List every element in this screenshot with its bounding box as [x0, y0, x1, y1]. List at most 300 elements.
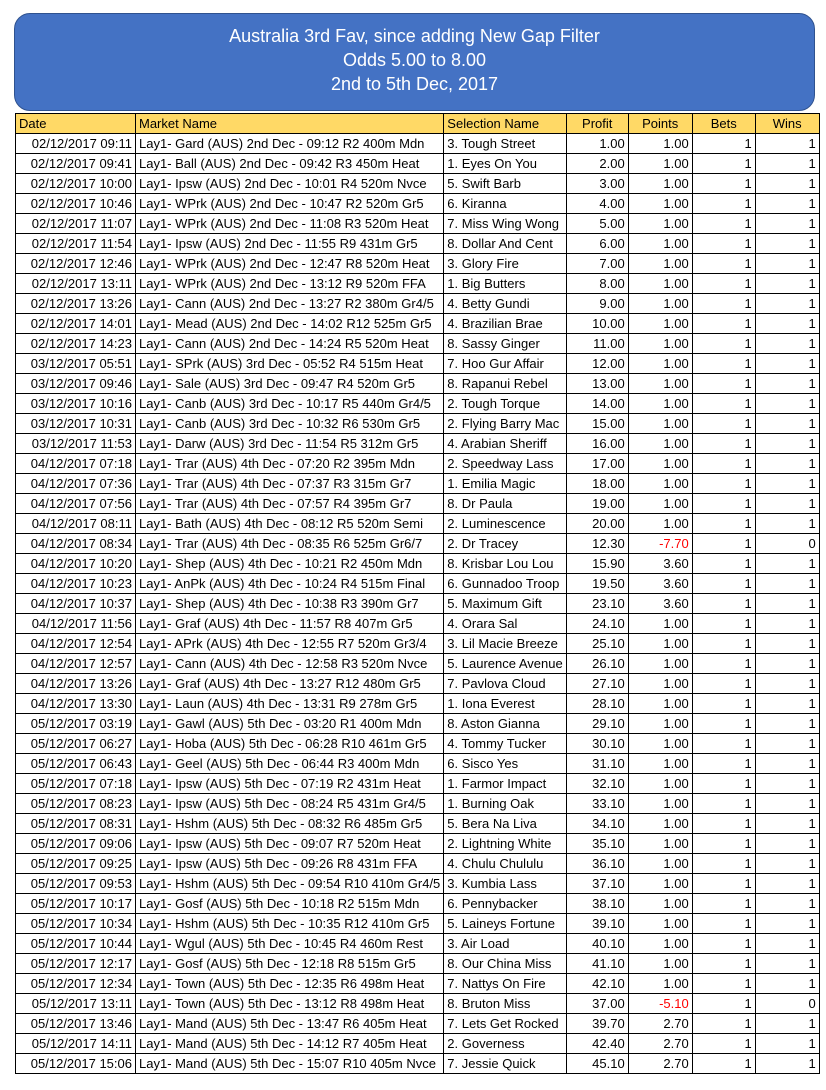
bets-cell: 1 — [692, 454, 755, 474]
wins-cell: 1 — [755, 1014, 819, 1034]
bets-cell: 1 — [692, 1054, 755, 1074]
profit-cell: 28.10 — [566, 694, 628, 714]
column-header-wins: Wins — [755, 114, 819, 134]
date-cell: 05/12/2017 13:11 — [16, 994, 136, 1014]
profit-cell: 9.00 — [566, 294, 628, 314]
table-row — [16, 954, 820, 974]
table-row — [16, 994, 820, 1014]
points-cell: 1.00 — [628, 414, 692, 434]
points-cell: 1.00 — [628, 614, 692, 634]
market-name-cell: Lay1- Sale (AUS) 3rd Dec - 09:47 R4 520m Gr5 — [136, 374, 444, 394]
column-header-selection-name: Selection Name — [444, 114, 566, 134]
profit-cell: 24.10 — [566, 614, 628, 634]
profit-cell: 4.00 — [566, 194, 628, 214]
wins-cell: 1 — [755, 234, 819, 254]
selection-name-cell: 3. Kumbia Lass — [444, 874, 566, 894]
bets-cell: 1 — [692, 334, 755, 354]
profit-cell: 25.10 — [566, 634, 628, 654]
wins-cell: 1 — [755, 834, 819, 854]
wins-cell: 1 — [755, 854, 819, 874]
market-name-cell: Lay1- Ball (AUS) 2nd Dec - 09:42 R3 450m Heat — [136, 154, 444, 174]
bets-cell: 1 — [692, 954, 755, 974]
selection-name-cell: 4. Arabian Sheriff — [444, 434, 566, 454]
market-name-cell: Lay1- WPrk (AUS) 2nd Dec - 12:47 R8 520m Heat — [136, 254, 444, 274]
wins-cell: 1 — [755, 374, 819, 394]
market-name-cell: Lay1- Gard (AUS) 2nd Dec - 09:12 R2 400m Mdn — [136, 134, 444, 154]
table-row — [16, 334, 820, 354]
table-row — [16, 814, 820, 834]
wins-cell: 1 — [755, 674, 819, 694]
points-cell: 1.00 — [628, 154, 692, 174]
selection-name-cell: 1. Burning Oak — [444, 794, 566, 814]
selection-name-cell: 4. Brazilian Brae — [444, 314, 566, 334]
profit-cell: 26.10 — [566, 654, 628, 674]
profit-cell: 12.30 — [566, 534, 628, 554]
table-row — [16, 194, 820, 214]
points-cell: 1.00 — [628, 294, 692, 314]
market-name-cell: Lay1- Laun (AUS) 4th Dec - 13:31 R9 278m Gr5 — [136, 694, 444, 714]
profit-cell: 23.10 — [566, 594, 628, 614]
selection-name-cell: 1. Eyes On You — [444, 154, 566, 174]
market-name-cell: Lay1- SPrk (AUS) 3rd Dec - 05:52 R4 515m Heat — [136, 354, 444, 374]
table-row — [16, 894, 820, 914]
results-table — [15, 113, 820, 1074]
wins-cell: 1 — [755, 754, 819, 774]
points-cell: 2.70 — [628, 1054, 692, 1074]
profit-cell: 40.10 — [566, 934, 628, 954]
date-cell: 05/12/2017 10:44 — [16, 934, 136, 954]
date-cell: 05/12/2017 06:27 — [16, 734, 136, 754]
market-name-cell: Lay1- Trar (AUS) 4th Dec - 07:57 R4 395m Gr7 — [136, 494, 444, 514]
table-row — [16, 414, 820, 434]
date-cell: 04/12/2017 10:20 — [16, 554, 136, 574]
date-cell: 04/12/2017 13:26 — [16, 674, 136, 694]
market-name-cell: Lay1- Graf (AUS) 4th Dec - 11:57 R8 407m Gr5 — [136, 614, 444, 634]
column-header-market-name: Market Name — [136, 114, 444, 134]
bets-cell: 1 — [692, 674, 755, 694]
table-row — [16, 254, 820, 274]
date-cell: 02/12/2017 10:00 — [16, 174, 136, 194]
profit-cell: 6.00 — [566, 234, 628, 254]
table-row — [16, 1014, 820, 1034]
date-cell: 02/12/2017 13:26 — [16, 294, 136, 314]
market-name-cell: Lay1- WPrk (AUS) 2nd Dec - 13:12 R9 520m FFA — [136, 274, 444, 294]
date-cell: 05/12/2017 09:53 — [16, 874, 136, 894]
market-name-cell: Lay1- Ipsw (AUS) 2nd Dec - 11:55 R9 431m Gr5 — [136, 234, 444, 254]
title-line-3: 2nd to 5th Dec, 2017 — [330, 74, 499, 94]
date-cell: 02/12/2017 12:46 — [16, 254, 136, 274]
header-row — [16, 114, 820, 134]
date-cell: 05/12/2017 13:46 — [16, 1014, 136, 1034]
bets-cell: 1 — [692, 854, 755, 874]
table-row — [16, 694, 820, 714]
wins-cell: 1 — [755, 134, 819, 154]
bets-cell: 1 — [692, 694, 755, 714]
wins-cell: 1 — [755, 334, 819, 354]
market-name-cell: Lay1- Ipsw (AUS) 2nd Dec - 10:01 R4 520m Nvce — [136, 174, 444, 194]
wins-cell: 1 — [755, 774, 819, 794]
selection-name-cell: 2. Dr Tracey — [444, 534, 566, 554]
date-cell: 05/12/2017 08:31 — [16, 814, 136, 834]
bets-cell: 1 — [692, 754, 755, 774]
wins-cell: 1 — [755, 1054, 819, 1074]
bets-cell: 1 — [692, 394, 755, 414]
bets-cell: 1 — [692, 994, 755, 1014]
selection-name-cell: 4. Orara Sal — [444, 614, 566, 634]
table-row — [16, 354, 820, 374]
table-row — [16, 714, 820, 734]
date-cell: 05/12/2017 12:34 — [16, 974, 136, 994]
date-cell: 05/12/2017 09:06 — [16, 834, 136, 854]
points-cell: -5.10 — [628, 994, 692, 1014]
date-cell: 02/12/2017 13:11 — [16, 274, 136, 294]
profit-cell: 45.10 — [566, 1054, 628, 1074]
selection-name-cell: 2. Tough Torque — [444, 394, 566, 414]
profit-cell: 35.10 — [566, 834, 628, 854]
bets-cell: 1 — [692, 294, 755, 314]
date-cell: 02/12/2017 11:54 — [16, 234, 136, 254]
wins-cell: 1 — [755, 914, 819, 934]
points-cell: 1.00 — [628, 394, 692, 414]
bets-cell: 1 — [692, 634, 755, 654]
points-cell: 1.00 — [628, 454, 692, 474]
date-cell: 05/12/2017 15:06 — [16, 1054, 136, 1074]
profit-cell: 34.10 — [566, 814, 628, 834]
market-name-cell: Lay1- Ipsw (AUS) 5th Dec - 07:19 R2 431m Heat — [136, 774, 444, 794]
wins-cell: 1 — [755, 894, 819, 914]
bets-cell: 1 — [692, 474, 755, 494]
table-row — [16, 514, 820, 534]
date-cell: 05/12/2017 12:17 — [16, 954, 136, 974]
profit-cell: 39.70 — [566, 1014, 628, 1034]
table-row — [16, 1034, 820, 1054]
profit-cell: 18.00 — [566, 474, 628, 494]
table-row — [16, 754, 820, 774]
column-header-date: Date — [16, 114, 136, 134]
selection-name-cell: 4. Tommy Tucker — [444, 734, 566, 754]
points-cell: 1.00 — [628, 814, 692, 834]
market-name-cell: Lay1- Wgul (AUS) 5th Dec - 10:45 R4 460m Rest — [136, 934, 444, 954]
market-name-cell: Lay1- Town (AUS) 5th Dec - 12:35 R6 498m Heat — [136, 974, 444, 994]
selection-name-cell: 6. Kiranna — [444, 194, 566, 214]
market-name-cell: Lay1- Bath (AUS) 4th Dec - 08:12 R5 520m Semi — [136, 514, 444, 534]
table-row — [16, 234, 820, 254]
table-row — [16, 174, 820, 194]
date-cell: 05/12/2017 14:11 — [16, 1034, 136, 1054]
date-cell: 05/12/2017 08:23 — [16, 794, 136, 814]
selection-name-cell: 5. Laurence Avenue — [444, 654, 566, 674]
selection-name-cell: 1. Big Butters — [444, 274, 566, 294]
market-name-cell: Lay1- Cann (AUS) 2nd Dec - 13:27 R2 380m Gr4/5 — [136, 294, 444, 314]
selection-name-cell: 7. Jessie Quick — [444, 1054, 566, 1074]
bets-cell: 1 — [692, 574, 755, 594]
profit-cell: 32.10 — [566, 774, 628, 794]
profit-cell: 1.00 — [566, 134, 628, 154]
wins-cell: 1 — [755, 654, 819, 674]
bets-cell: 1 — [692, 794, 755, 814]
selection-name-cell: 6. Gunnadoo Troop — [444, 574, 566, 594]
date-cell: 02/12/2017 09:11 — [16, 134, 136, 154]
points-cell: 1.00 — [628, 794, 692, 814]
bets-cell: 1 — [692, 134, 755, 154]
market-name-cell: Lay1- Darw (AUS) 3rd Dec - 11:54 R5 312m Gr5 — [136, 434, 444, 454]
profit-cell: 19.50 — [566, 574, 628, 594]
wins-cell: 1 — [755, 154, 819, 174]
points-cell: 1.00 — [628, 734, 692, 754]
date-cell: 02/12/2017 11:07 — [16, 214, 136, 234]
bets-cell: 1 — [692, 374, 755, 394]
selection-name-cell: 2. Speedway Lass — [444, 454, 566, 474]
profit-cell: 39.10 — [566, 914, 628, 934]
bets-cell: 1 — [692, 714, 755, 734]
profit-cell: 20.00 — [566, 514, 628, 534]
points-cell: 1.00 — [628, 934, 692, 954]
points-cell: 1.00 — [628, 314, 692, 334]
points-cell: 1.00 — [628, 174, 692, 194]
wins-cell: 1 — [755, 734, 819, 754]
selection-name-cell: 2. Flying Barry Mac — [444, 414, 566, 434]
table-row — [16, 134, 820, 154]
date-cell: 05/12/2017 03:19 — [16, 714, 136, 734]
bets-cell: 1 — [692, 194, 755, 214]
points-cell: 1.00 — [628, 474, 692, 494]
table-row — [16, 914, 820, 934]
table-row — [16, 574, 820, 594]
bets-cell: 1 — [692, 974, 755, 994]
market-name-cell: Lay1- WPrk (AUS) 2nd Dec - 11:08 R3 520m Heat — [136, 214, 444, 234]
bets-cell: 1 — [692, 354, 755, 374]
points-cell: 1.00 — [628, 874, 692, 894]
date-cell: 05/12/2017 10:17 — [16, 894, 136, 914]
profit-cell: 37.10 — [566, 874, 628, 894]
selection-name-cell: 7. Lets Get Rocked — [444, 1014, 566, 1034]
table-row — [16, 974, 820, 994]
date-cell: 04/12/2017 07:36 — [16, 474, 136, 494]
wins-cell: 1 — [755, 314, 819, 334]
column-header-profit: Profit — [566, 114, 628, 134]
table-row — [16, 774, 820, 794]
selection-name-cell: 1. Iona Everest — [444, 694, 566, 714]
date-cell: 04/12/2017 10:37 — [16, 594, 136, 614]
bets-cell: 1 — [692, 1034, 755, 1054]
market-name-cell: Lay1- Cann (AUS) 2nd Dec - 14:24 R5 520m Heat — [136, 334, 444, 354]
wins-cell: 0 — [755, 534, 819, 554]
market-name-cell: Lay1- Shep (AUS) 4th Dec - 10:38 R3 390m Gr7 — [136, 594, 444, 614]
column-header-bets: Bets — [692, 114, 755, 134]
date-cell: 02/12/2017 10:46 — [16, 194, 136, 214]
bets-cell: 1 — [692, 1014, 755, 1034]
selection-name-cell: 7. Pavlova Cloud — [444, 674, 566, 694]
title-banner — [14, 13, 815, 111]
profit-cell: 16.00 — [566, 434, 628, 454]
wins-cell: 1 — [755, 954, 819, 974]
selection-name-cell: 2. Governess — [444, 1034, 566, 1054]
points-cell: 2.70 — [628, 1014, 692, 1034]
table-row — [16, 614, 820, 634]
table-row — [16, 934, 820, 954]
bets-cell: 1 — [692, 614, 755, 634]
table-row — [16, 674, 820, 694]
points-cell: 1.00 — [628, 354, 692, 374]
wins-cell: 1 — [755, 434, 819, 454]
selection-name-cell: 6. Pennybacker — [444, 894, 566, 914]
bets-cell: 1 — [692, 154, 755, 174]
selection-name-cell: 3. Air Load — [444, 934, 566, 954]
date-cell: 03/12/2017 10:31 — [16, 414, 136, 434]
selection-name-cell: 3. Glory Fire — [444, 254, 566, 274]
points-cell: 1.00 — [628, 774, 692, 794]
table-row — [16, 734, 820, 754]
selection-name-cell: 7. Hoo Gur Affair — [444, 354, 566, 374]
points-cell: 1.00 — [628, 254, 692, 274]
market-name-cell: Lay1- Ipsw (AUS) 5th Dec - 09:26 R8 431m FFA — [136, 854, 444, 874]
date-cell: 04/12/2017 07:56 — [16, 494, 136, 514]
date-cell: 05/12/2017 07:18 — [16, 774, 136, 794]
bets-cell: 1 — [692, 914, 755, 934]
bets-cell: 1 — [692, 434, 755, 454]
bets-cell: 1 — [692, 934, 755, 954]
selection-name-cell: 8. Bruton Miss — [444, 994, 566, 1014]
wins-cell: 0 — [755, 994, 819, 1014]
points-cell: 3.60 — [628, 574, 692, 594]
table-row — [16, 494, 820, 514]
table-row — [16, 314, 820, 334]
selection-name-cell: 8. Dollar And Cent — [444, 234, 566, 254]
table-row — [16, 434, 820, 454]
profit-cell: 7.00 — [566, 254, 628, 274]
selection-name-cell: 3. Tough Street — [444, 134, 566, 154]
date-cell: 05/12/2017 10:34 — [16, 914, 136, 934]
table-row — [16, 654, 820, 674]
wins-cell: 1 — [755, 714, 819, 734]
wins-cell: 1 — [755, 794, 819, 814]
table-row — [16, 474, 820, 494]
date-cell: 04/12/2017 13:30 — [16, 694, 136, 714]
date-cell: 03/12/2017 09:46 — [16, 374, 136, 394]
market-name-cell: Lay1- Hshm (AUS) 5th Dec - 08:32 R6 485m Gr5 — [136, 814, 444, 834]
points-cell: 1.00 — [628, 674, 692, 694]
market-name-cell: Lay1- WPrk (AUS) 2nd Dec - 10:47 R2 520m Gr5 — [136, 194, 444, 214]
points-cell: 1.00 — [628, 914, 692, 934]
selection-name-cell: 5. Maximum Gift — [444, 594, 566, 614]
selection-name-cell: 1. Emilia Magic — [444, 474, 566, 494]
points-cell: 3.60 — [628, 594, 692, 614]
profit-cell: 41.10 — [566, 954, 628, 974]
profit-cell: 15.90 — [566, 554, 628, 574]
date-cell: 04/12/2017 08:11 — [16, 514, 136, 534]
profit-cell: 12.00 — [566, 354, 628, 374]
date-cell: 04/12/2017 12:54 — [16, 634, 136, 654]
date-cell: 04/12/2017 07:18 — [16, 454, 136, 474]
profit-cell: 33.10 — [566, 794, 628, 814]
points-cell: 1.00 — [628, 434, 692, 454]
selection-name-cell: 2. Lightning White — [444, 834, 566, 854]
column-header-points: Points — [628, 114, 692, 134]
market-name-cell: Lay1- Canb (AUS) 3rd Dec - 10:17 R5 440m Gr4/5 — [136, 394, 444, 414]
table-row — [16, 794, 820, 814]
date-cell: 05/12/2017 09:25 — [16, 854, 136, 874]
points-cell: 1.00 — [628, 754, 692, 774]
date-cell: 04/12/2017 12:57 — [16, 654, 136, 674]
profit-cell: 11.00 — [566, 334, 628, 354]
bets-cell: 1 — [692, 254, 755, 274]
wins-cell: 1 — [755, 614, 819, 634]
selection-name-cell: 4. Betty Gundi — [444, 294, 566, 314]
market-name-cell: Lay1- Cann (AUS) 4th Dec - 12:58 R3 520m Nvce — [136, 654, 444, 674]
market-name-cell: Lay1- Gosf (AUS) 5th Dec - 10:18 R2 515m Mdn — [136, 894, 444, 914]
date-cell: 05/12/2017 06:43 — [16, 754, 136, 774]
points-cell: 1.00 — [628, 694, 692, 714]
table-row — [16, 534, 820, 554]
points-cell: 2.70 — [628, 1034, 692, 1054]
wins-cell: 1 — [755, 934, 819, 954]
points-cell: 1.00 — [628, 634, 692, 654]
wins-cell: 1 — [755, 594, 819, 614]
selection-name-cell: 8. Our China Miss — [444, 954, 566, 974]
date-cell: 03/12/2017 11:53 — [16, 434, 136, 454]
table-row — [16, 154, 820, 174]
profit-cell: 36.10 — [566, 854, 628, 874]
selection-name-cell: 2. Luminescence — [444, 514, 566, 534]
selection-name-cell: 7. Nattys On Fire — [444, 974, 566, 994]
bets-cell: 1 — [692, 174, 755, 194]
wins-cell: 1 — [755, 454, 819, 474]
points-cell: 1.00 — [628, 854, 692, 874]
selection-name-cell: 8. Krisbar Lou Lou — [444, 554, 566, 574]
table-row — [16, 634, 820, 654]
market-name-cell: Lay1- Hshm (AUS) 5th Dec - 09:54 R10 410m Gr4/5 — [136, 874, 444, 894]
profit-cell: 30.10 — [566, 734, 628, 754]
selection-name-cell: 1. Farmor Impact — [444, 774, 566, 794]
wins-cell: 1 — [755, 174, 819, 194]
points-cell: 1.00 — [628, 334, 692, 354]
market-name-cell: Lay1- Geel (AUS) 5th Dec - 06:44 R3 400m Mdn — [136, 754, 444, 774]
wins-cell: 1 — [755, 394, 819, 414]
market-name-cell: Lay1- Trar (AUS) 4th Dec - 07:37 R3 315m Gr7 — [136, 474, 444, 494]
date-cell: 02/12/2017 09:41 — [16, 154, 136, 174]
selection-name-cell: 3. Lil Macie Breeze — [444, 634, 566, 654]
wins-cell: 1 — [755, 974, 819, 994]
market-name-cell: Lay1- Town (AUS) 5th Dec - 13:12 R8 498m Heat — [136, 994, 444, 1014]
market-name-cell: Lay1- Graf (AUS) 4th Dec - 13:27 R12 480m Gr5 — [136, 674, 444, 694]
bets-cell: 1 — [692, 274, 755, 294]
profit-cell: 5.00 — [566, 214, 628, 234]
selection-name-cell: 8. Sassy Ginger — [444, 334, 566, 354]
profit-cell: 38.10 — [566, 894, 628, 914]
points-cell: -7.70 — [628, 534, 692, 554]
market-name-cell: Lay1- Trar (AUS) 4th Dec - 08:35 R6 525m Gr6/7 — [136, 534, 444, 554]
table-row — [16, 454, 820, 474]
profit-cell: 15.00 — [566, 414, 628, 434]
selection-name-cell: 4. Chulu Chululu — [444, 854, 566, 874]
date-cell: 04/12/2017 11:56 — [16, 614, 136, 634]
points-cell: 1.00 — [628, 974, 692, 994]
date-cell: 02/12/2017 14:01 — [16, 314, 136, 334]
date-cell: 03/12/2017 05:51 — [16, 354, 136, 374]
wins-cell: 1 — [755, 274, 819, 294]
title-line-1: Australia 3rd Fav, since adding New Gap Filter — [229, 26, 600, 46]
bets-cell: 1 — [692, 774, 755, 794]
table-row — [16, 554, 820, 574]
points-cell: 1.00 — [628, 514, 692, 534]
market-name-cell: Lay1- Gosf (AUS) 5th Dec - 12:18 R8 515m Gr5 — [136, 954, 444, 974]
wins-cell: 1 — [755, 694, 819, 714]
table-row — [16, 274, 820, 294]
title-line-2: Odds 5.00 to 8.00 — [342, 50, 487, 70]
profit-cell: 3.00 — [566, 174, 628, 194]
points-cell: 1.00 — [628, 194, 692, 214]
profit-cell: 19.00 — [566, 494, 628, 514]
